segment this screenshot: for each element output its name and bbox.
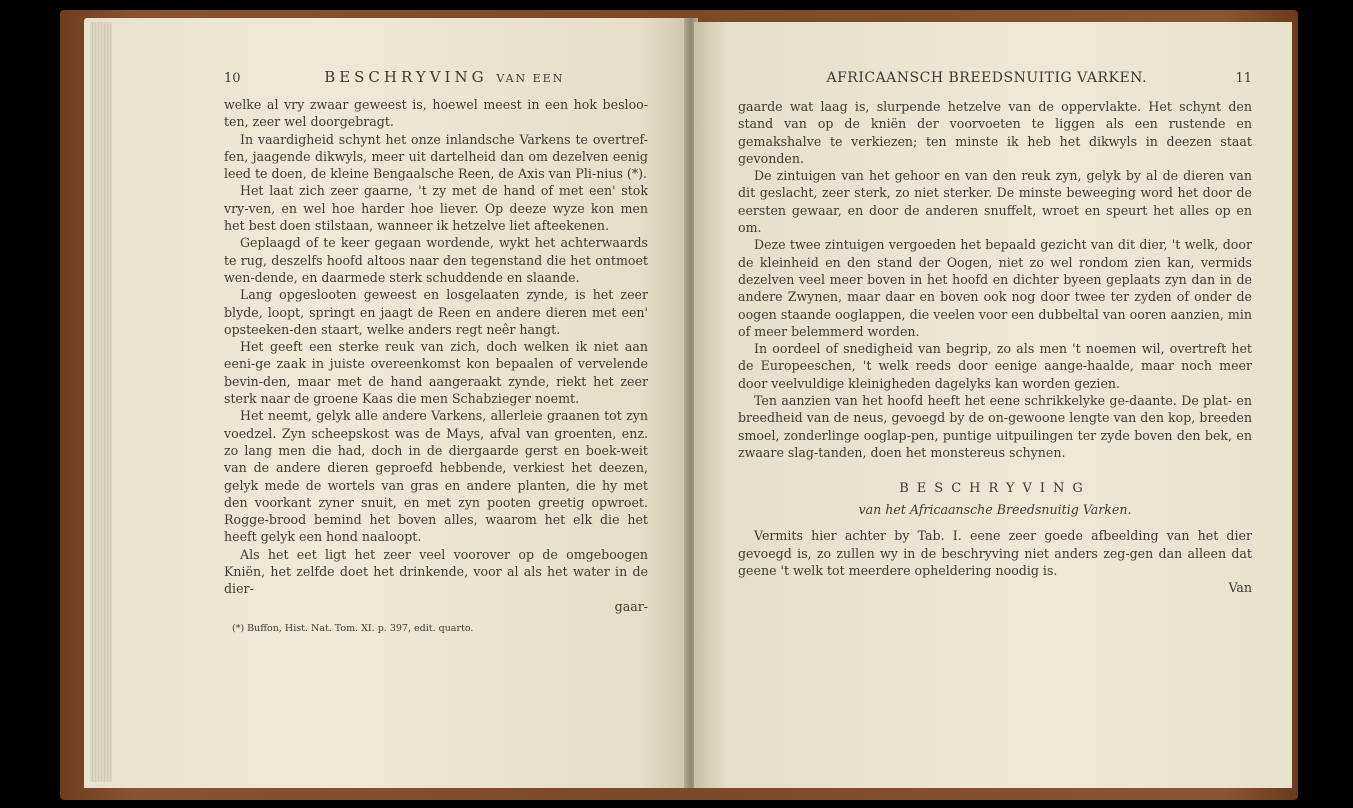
paragraph: Vermits hier achter by Tab. I. eene zeer goede afbeelding van het dier gevoegd is, zo zullen wy in de beschryving niet anders zeg-gen dan alleen dat geene 't welk tot meerdere opheldering noodig is. [738,528,1252,578]
left-running-head [241,68,648,86]
paragraph: gaarde wat laag is, slurpende hetzelve van de oppervlakte. Het schynt den stand van op de kniën der voorvoeten te liggen als een rustende en gemakshalve te verkiezen; ten minste ik heb het dikwyls in deezen staat gevonden. [738,99,1252,166]
paragraph: Het geeft een sterke reuk van zich, doch welken ik niet aan eeni-ge zaak in juiste overeenkomst kon bepaalen of vervelende bevin-den, maar met de hand aangeraakt zynde, riekt het zeer sterk naar de groene Kaas die men Schabzieger noemt. [224,339,648,407]
left-page [84,18,688,788]
paragraph: Deze twee zintuigen vergoeden het bepaald gezicht van dit dier, 't welk, door de kleinheid en den stand der Oogen, niet zo wel rondom zien kan, vermids dezelven veel meer boven in het hoofd en dichter byeen geplaats zyn dan in de andere Zwynen, maar daar en boven ook nog door twee ter zyden of onder de oogen staande ooglappen, die veelen voor een dubbeltal van ooren aanzien, min of meer belemmerd worden. [738,237,1252,339]
left-running-head-small: VAN EEN [496,72,565,85]
right-page-body [738,98,1252,461]
right-page [694,22,1292,788]
paragraph: In vaardigheid schynt het onze inlandsche Varkens te overtref-fen, jaagende dikwyls, meer uit dartelheid dan om dezelven eenig leed te doen, de kleine Bengaalsche Reen, de Axis van Pli-nius (*). [224,131,648,182]
left-page-header [224,68,648,88]
paragraph: Ten aanzien van het hoofd heeft het eene schrikkelyke ge-daante. De plat- en breedheid van de neus, gevoegd by de on-gewoone lengte van den kop, breeden smoel, zonderlinge ooglap-pen, puntige uitpuilingen ter zyde boven den bek, en zwaare slag-tanden, doen het monstereus schynen. [738,393,1252,460]
paragraph: In oordeel of snedigheid van begrip, zo als men 't noemen wil, overtreft het de Europeeschen, 't welk reeds door eenige aange-haalde, maar noch meer door veelvuldige kleinigheden dagelyks kan worden gezien. [738,341,1252,391]
left-page-body [224,96,648,598]
left-running-head-main: BESCHRYVING [324,68,488,86]
right-page-header [738,70,1252,90]
right-page-body-after [738,527,1252,579]
paragraph: Als het eet ligt het zeer veel voorover op de omgeboogen Kniën, het zelfde doet het drinkende, voor al als het water in de dier- [224,546,648,597]
left-catchword: gaar- [614,598,648,614]
right-catchword: Van [1228,580,1252,596]
section-heading: BESCHRYVING [899,481,1091,497]
paragraph: Het neemt, gelyk alle andere Varkens, allerleie graanen tot zyn voedzel. Zyn scheepskost was de Mays, afval van groenten, enz. zo lang men die had, doch in de diergaarde gerst en boek-weit van de andere dieren geproefd hebbende, verkiest het deezen, gelyk mede de wortels van gras en andere planten, die hy met den voorkant zyner snuit, en met zyn pooten greetig opwroet. Rogge-brood bemind het boven alles, waarom het elk die het heeft gelyk een hond naaloopt. [224,408,648,545]
left-page-number: 10 [224,71,241,86]
page-edges [90,22,112,782]
paragraph: Lang opgeslooten geweest en losgelaaten zynde, is het zeer blyde, loopt, springt en jaagt de Reen en andere dieren met een' opsteeken-den staart, welke anders regt neêr hangt. [224,287,648,337]
left-footnote: (*) Buffon, Hist. Nat. Tom. XI. p. 397, edit. quarto. [232,622,474,634]
paragraph: De zintuigen van het gehoor en van den reuk zyn, gelyk by al de dieren van dit geslacht, zeer sterk, zo niet sterker. De minste beweeging word het door de eersten gewaar, en door de anderen snuffelt, wroet en speurt het alles op en om. [738,168,1252,236]
right-running-head: AFRICAANSCH BREEDSNUITIG VARKEN. [826,70,1147,86]
paragraph: Geplaagd of te keer gegaan wordende, wykt het achterwaards te rug, deszelfs hoofd altoos naar den tegenstand die het ontmoet wen-dende, en daarmede sterk schuddende en slaande. [224,235,648,285]
section-subheading: van het Africaansche Breedsnuitig Varken. [858,502,1132,518]
right-page-number: 11 [1235,71,1252,86]
paragraph: Het laat zich zeer gaarne, 't zy met de hand of met een' stok vry-ven, en wel hoe harder hoe liever. Op deeze wyze kon men het best doen stilstaan, wanneer ik hetzelve liet afteekenen. [224,183,648,234]
paragraph: welke al vry zwaar geweest is, hoewel meest in een hok besloo-ten, zeer wel doorgebragt. [224,97,648,130]
